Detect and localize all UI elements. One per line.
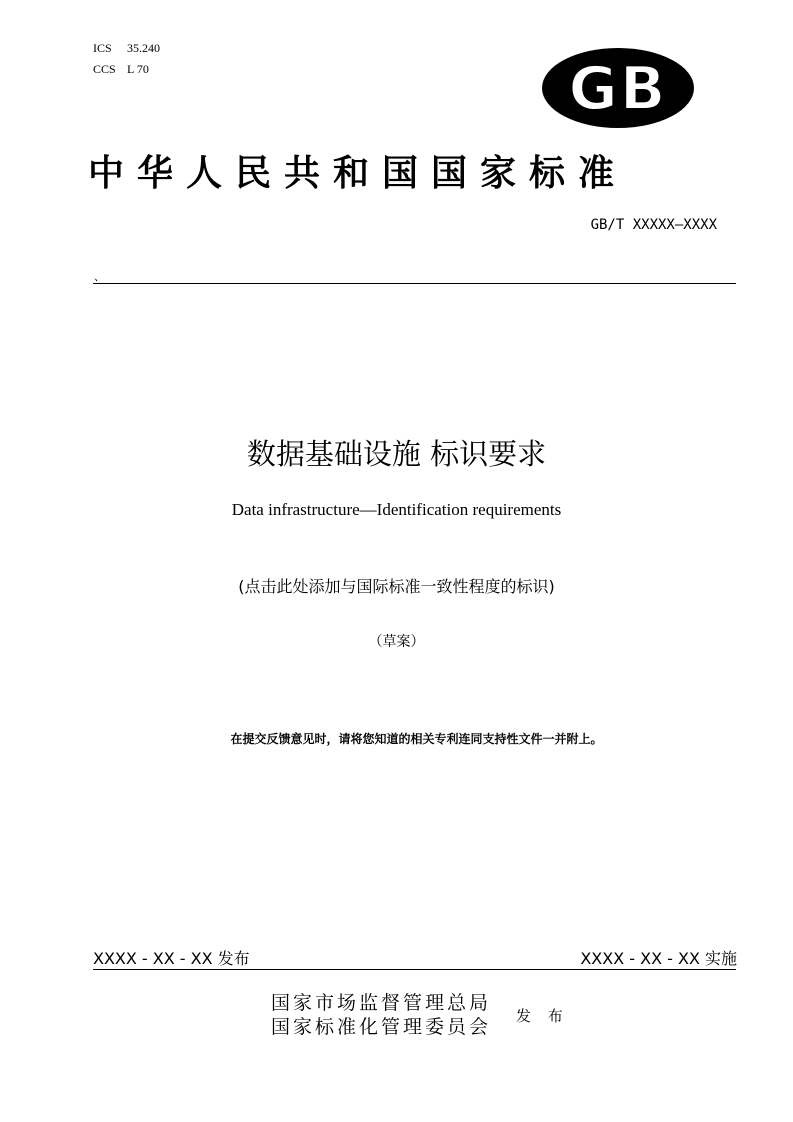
implementation-date: XXXX - XX - XX 实施 <box>580 949 737 968</box>
issue-label: 发 布 <box>516 1007 569 1025</box>
stray-mark: 、 <box>94 270 105 283</box>
issuer-sac: 国家标准化管理委员会 <box>271 1016 492 1038</box>
ccs-label: CCS <box>93 62 116 76</box>
issuer-samr: 国家市场监督管理总局 <box>271 992 492 1014</box>
release-date: XXXX - XX - XX 发布 <box>93 949 250 968</box>
national-standard-title: 中华人民共和国国家标准 <box>88 153 628 194</box>
document-title-en: Data infrastructure—Identification requirements <box>231 500 562 519</box>
gb-logo-text: GB <box>568 54 668 124</box>
ics-label: ICS <box>93 41 112 55</box>
ccs-line <box>93 59 160 80</box>
gb-logo-icon <box>540 46 696 130</box>
issuing-authorities <box>271 991 491 1039</box>
ics-line <box>93 38 160 59</box>
ccs-value: L 70 <box>127 62 149 76</box>
footer-divider <box>93 969 736 970</box>
patent-notice: 在提交反馈意见时，请将您知道的相关专利连同支持性文件一并附上。 <box>230 732 603 746</box>
document-title-cn: 数据基础设施 标识要求 <box>246 437 547 471</box>
draft-status: （草案） <box>368 634 425 650</box>
ics-value: 35.240 <box>127 41 160 55</box>
classification-codes <box>93 38 160 80</box>
header-divider <box>93 283 736 284</box>
standard-number: GB/T XXXXX—XXXX <box>590 217 717 233</box>
consistency-note[interactable]: (点击此处添加与国际标准一致性程度的标识) <box>238 577 555 596</box>
